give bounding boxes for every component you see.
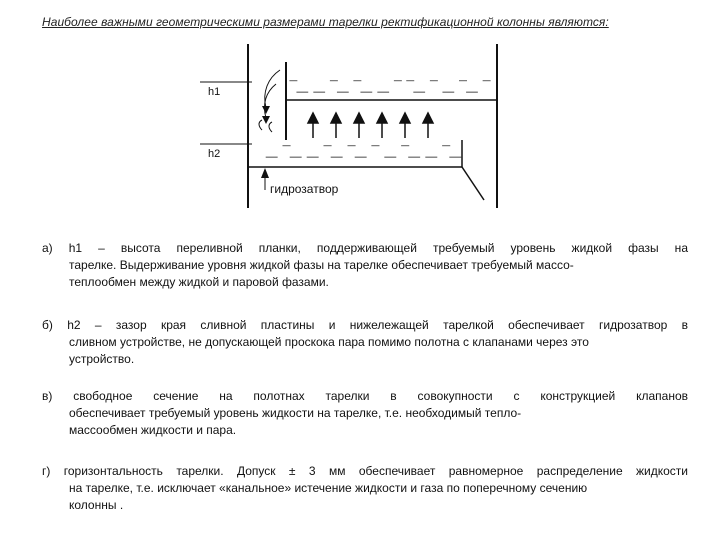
list-item-g — [42, 463, 688, 514]
list-item-line: устройство. — [69, 352, 135, 366]
list-item-line: на тарелке, т.е. исключает «канальное» истечение жидкости и газа по поперечному сечению — [69, 481, 588, 495]
page-title: Наиболее важными геометрическими размерами тарелки ректификационной колонны являются: — [42, 15, 609, 29]
list-item-a — [42, 240, 688, 291]
h2-label: h2 — [208, 148, 221, 160]
list-item-first-line: а) h1 – высота переливной планки, поддерживающей требуемый уровень жидкой фазы на — [42, 241, 688, 255]
list-item-line: колонны . — [69, 498, 124, 512]
downcomer-liquid-arrow — [265, 70, 280, 108]
list-item-line: теплообмен между жидкой и паровой фазами. — [69, 275, 329, 289]
list-item-first-line: г) горизонтальность тарелки. Допуск ± 3 мм обеспечивает равномерное распределение жидкости — [42, 464, 688, 478]
vapor-flow-arrows — [308, 113, 433, 138]
list-item-line: тарелке. Выдерживание уровня жидкой фазы на тарелке обеспечивает требуемый массо- — [69, 258, 574, 272]
h1-label: h1 — [208, 86, 221, 98]
list-item-b — [42, 317, 688, 368]
liquid-surface-bottom: _ ‾_ _ ‾_ ‾_ ‾ _ ‾_ _ ‾_ — [264, 144, 462, 158]
list-item-line: обеспечивает требуемый уровень жидкости на тарелке, т.е. необходимый тепло- — [69, 406, 522, 420]
list-item-line: массообмен жидкости и пара. — [69, 423, 237, 437]
tray-diagram — [0, 0, 720, 230]
list-item-v — [42, 388, 688, 439]
water-seal-label: гидрозатвор — [270, 182, 339, 196]
list-item-first-line: в) свободное сечение на полотнах тарелки в совокупности с конструкцией клапанов — [42, 389, 688, 403]
list-item-first-line: б) h2 – зазор края сливной пластины и нижележащей тарелкой обеспечивает гидрозатвор в — [42, 318, 688, 332]
list-item-line: сливном устройстве, не допускающей проскока пара помимо полотна с клапанами через это — [69, 335, 589, 349]
liquid-surface-top: ‾_ _ ‾_ ‾_ _ ‾ ‾_ ‾ _ ‾_ ‾ — [288, 79, 492, 93]
lower-downcomer — [462, 167, 484, 200]
